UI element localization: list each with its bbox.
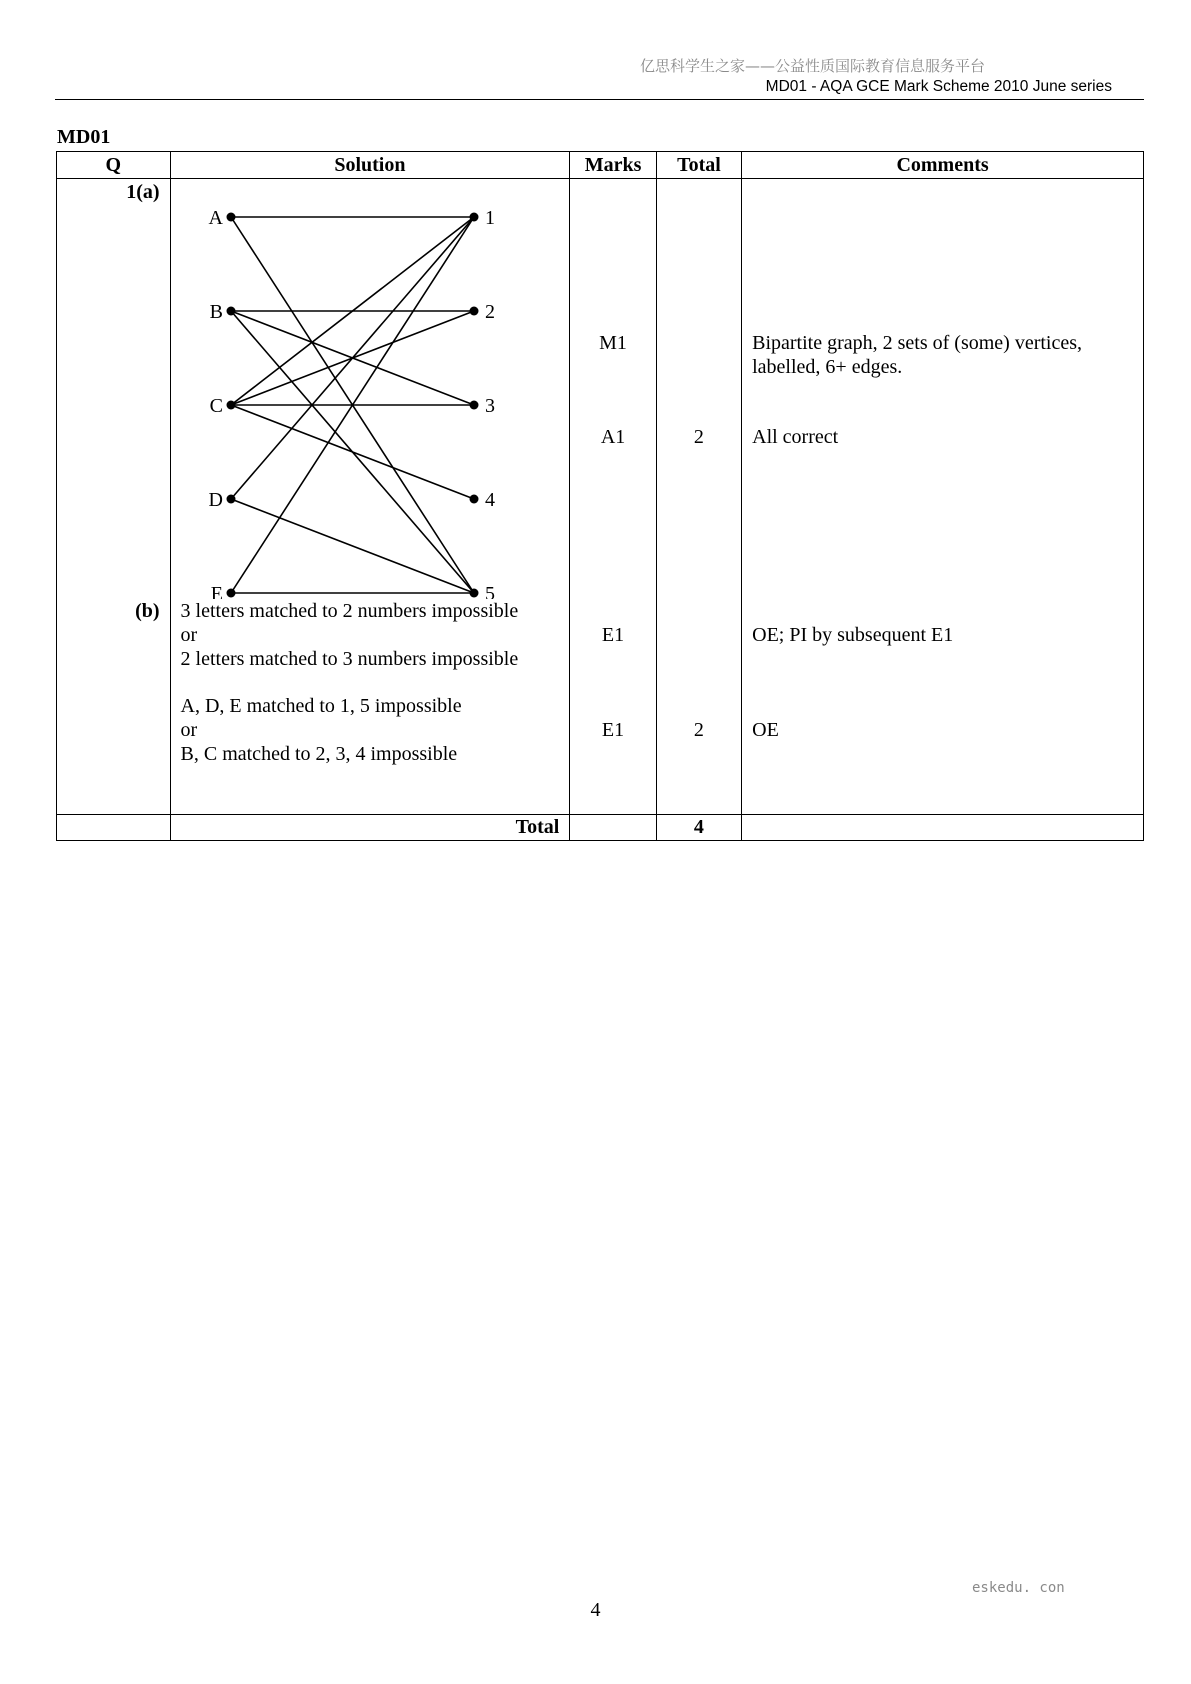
table-header-row [57,152,1144,179]
graph-vertex-label-C: C [209,395,223,417]
grand-total-value: 4 [656,815,741,841]
total-row [57,815,1144,841]
mark-scheme-table [56,151,1144,841]
comment-text: OE; PI by subsequent E1 [752,624,954,646]
solution-line: 2 letters matched to 3 numbers impossible [180,648,519,670]
graph-vertex-1 [469,213,478,222]
graph-edge-C-4 [231,405,474,499]
comment-text: All correct [752,426,839,448]
solution-line: or [180,624,198,646]
graph-vertex-3 [469,401,478,410]
q-cell [57,179,171,815]
total-row-comments-cell [742,815,1144,841]
graph-vertex-label-B: B [209,301,223,323]
section-title: MD01 [57,126,111,148]
col-header-total: Total [656,152,741,179]
comment-text: Bipartite graph, 2 sets of (some) vertices, [752,332,1083,354]
total-value: 2 [693,719,704,741]
graph-vertex-E [226,589,235,598]
graph-vertex-A [226,213,235,222]
header-doc-title: MD01 - AQA GCE Mark Scheme 2010 June series [765,78,1112,95]
comments-cell [742,179,1144,815]
graph-vertex-4 [469,495,478,504]
header-watermark: 亿思科学生之家——公益性质国际教育信息服务平台 [640,57,986,75]
comment-text: labelled, 6+ edges. [752,356,903,378]
graph-vertex-label-A: A [208,207,223,229]
col-header-solution: Solution [170,152,570,179]
total-row-q-cell [57,815,171,841]
graph-edge-D-1 [231,217,474,499]
total-cell [656,179,741,815]
total-row-marks-cell [570,815,656,841]
graph-vertex-C [226,401,235,410]
graph-vertex-D [226,495,235,504]
solution-line: 3 letters matched to 2 numbers impossible [180,600,519,622]
graph-vertex-B [226,307,235,316]
page-number: 4 [590,1599,601,1621]
graph-vertex-2 [469,307,478,316]
col-header-comments: Comments [742,152,1144,179]
graph-vertex-label-D: D [208,489,223,511]
graph-vertex-label-5: 5 [484,583,495,599]
total-value: 2 [693,426,704,448]
graph-vertex-label-3: 3 [484,395,495,417]
solution-cell [170,179,570,815]
q-label-1b: (b) [135,600,160,622]
marks-cell [570,179,656,815]
graph-edge-D-5 [231,499,474,593]
graph-vertex-5 [469,589,478,598]
graph-vertex-label-1: 1 [484,207,495,229]
mark-value: M1 [599,332,627,354]
bipartite-graph [171,179,569,599]
solution-line: A, D, E matched to 1, 5 impossible [180,695,462,717]
graph-vertex-label-4: 4 [484,489,495,511]
header-rule [55,99,1144,100]
col-header-marks: Marks [570,152,656,179]
solution-line: B, C matched to 2, 3, 4 impossible [180,743,458,765]
comment-text: OE [752,719,779,741]
footer-watermark: eskedu. con [972,1580,1065,1596]
q-label-1a: 1(a) [126,181,160,203]
mark-value: A1 [600,426,626,448]
table-row [57,179,1144,815]
graph-vertex-label-E: E [210,583,223,599]
mark-value: E1 [601,719,625,741]
total-label: Total [170,815,570,841]
col-header-q: Q [57,152,171,179]
solution-line: or [180,719,198,741]
mark-value: E1 [601,624,625,646]
graph-vertex-label-2: 2 [484,301,495,323]
